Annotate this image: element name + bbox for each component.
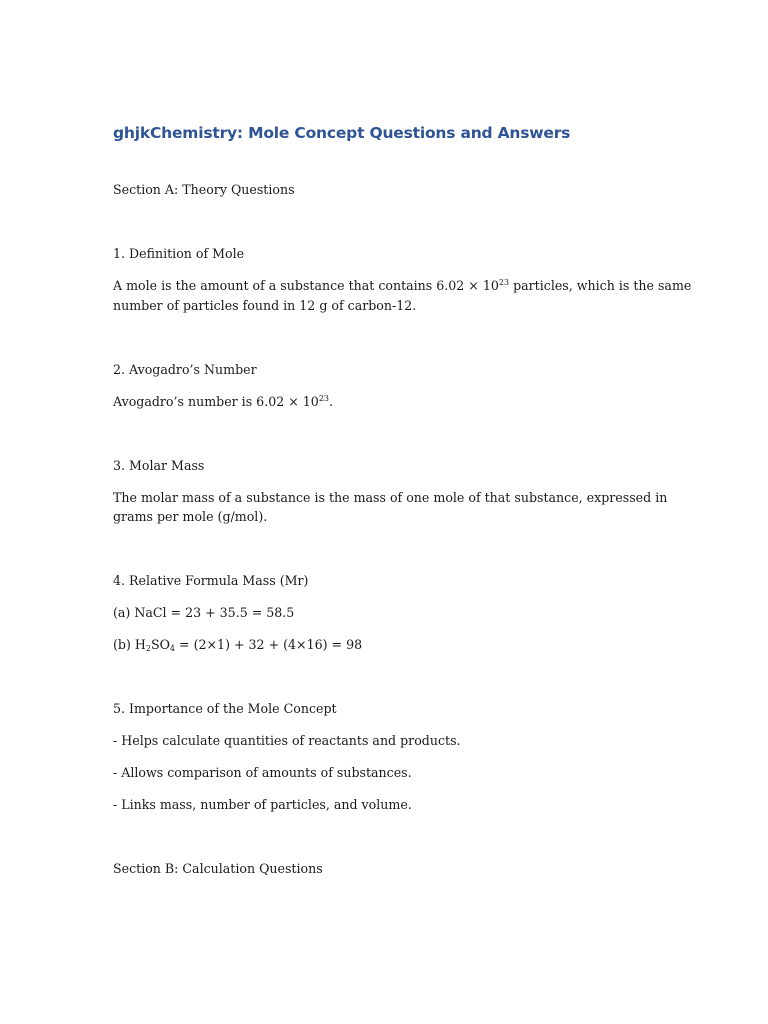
q5-point: - Allows comparison of amounts of substances. xyxy=(113,765,412,780)
q4-item-b-mid: SO xyxy=(150,637,170,652)
q2-text-before: Avogadro’s number is 6.02 × 10 xyxy=(113,394,319,409)
q1-text-before: A mole is the amount of a substance that contains 6.02 × 10 xyxy=(113,278,499,293)
q4-item-b xyxy=(113,635,362,655)
q1-text-after: particles, which is the same xyxy=(509,278,692,293)
q3-text-line2: grams per mole (g/mol). xyxy=(113,509,268,524)
q1-heading: 1. Definition of Mole xyxy=(113,246,245,261)
q2-exponent: 23 xyxy=(318,394,329,403)
q4-heading: 4. Relative Formula Mass (Mr) xyxy=(113,573,309,588)
q2-text-after: . xyxy=(329,394,334,409)
q1-text-line2: number of particles found in 12 g of carbon-12. xyxy=(113,298,417,313)
q5-point: - Links mass, number of particles, and volume. xyxy=(113,797,412,812)
q5-point: - Helps calculate quantities of reactants and products. xyxy=(113,733,461,748)
q3-heading: 3. Molar Mass xyxy=(113,458,205,473)
q1-exponent: 23 xyxy=(498,278,510,287)
q4-item-b-rest: = (2×1) + 32 + (4×16) = 98 xyxy=(175,637,363,652)
document-title: ghjkChemistry: Mole Concept Questions and Answers xyxy=(113,124,571,142)
q1-text-line1 xyxy=(113,276,691,296)
section-a-heading: Section A: Theory Questions xyxy=(113,182,295,197)
q4-item-b-prefix: (b) H xyxy=(113,637,146,652)
q2-text xyxy=(113,392,333,412)
section-b-heading: Section B: Calculation Questions xyxy=(113,861,323,876)
q4-item-b-sub1: 2 xyxy=(145,644,151,653)
q2-heading: 2. Avogadro’s Number xyxy=(113,362,257,377)
q3-text-line1: The molar mass of a substance is the mass of one mole of that substance, expressed in xyxy=(113,490,668,505)
q4-item-b-sub2: 4 xyxy=(169,644,176,653)
q5-heading: 5. Importance of the Mole Concept xyxy=(113,701,337,716)
q4-item-a: (a) NaCl = 23 + 35.5 = 58.5 xyxy=(113,605,295,620)
